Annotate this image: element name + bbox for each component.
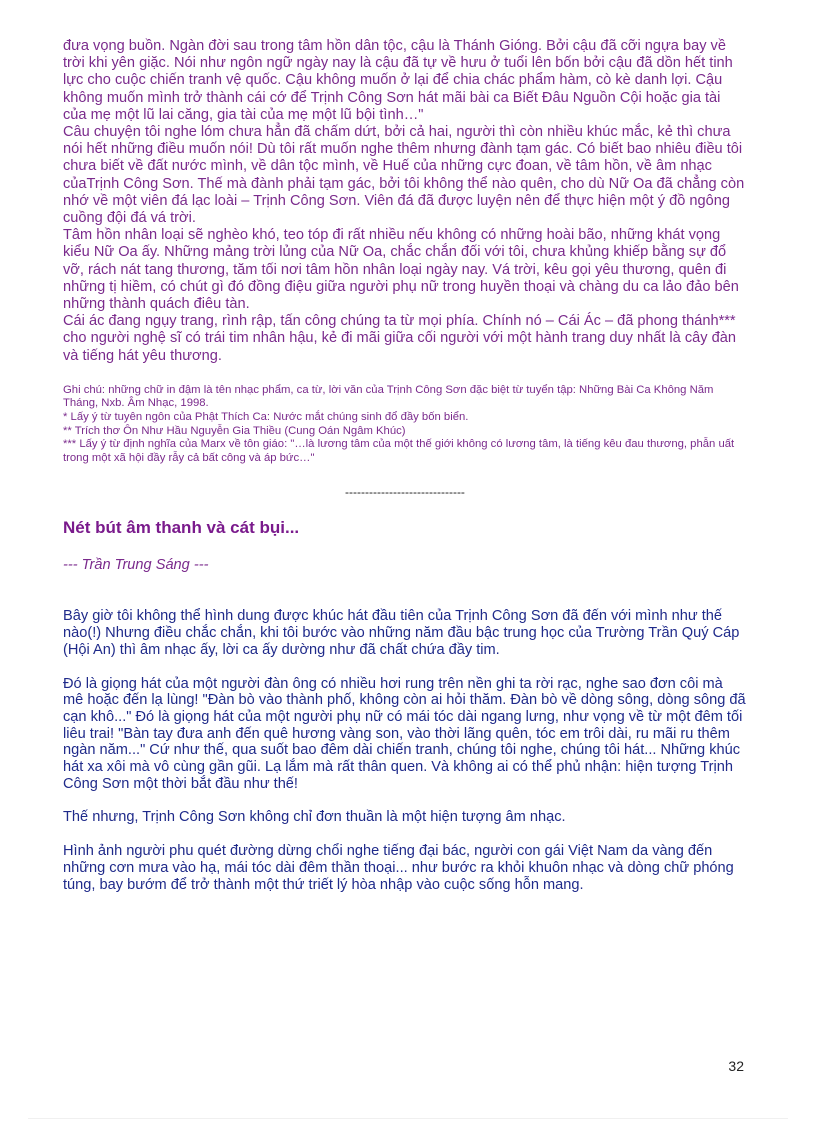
article-title: Nét bút âm thanh và cát bụi...	[63, 518, 300, 538]
continued-section	[63, 38, 747, 365]
footer-divider	[28, 1118, 788, 1119]
paragraph: Đó là giọng hát của một người đàn ông có nhiều hơi rung trên nền ghi ta rời rạc, nghe sao đơn côi mà mê hoặc đến lạ lùng! "Đàn bò vào thành phố, không còn ai hỏi thăm. Đàn bò về dòng sông, dòng sông đã cạn khô..." Đó là giọng hát của một người phụ nữ có mái tóc dài ngang lưng, như vọng về từ một đêm tối liêu trai! "Bàn tay đưa anh đến quê hương vàng son, vào thời lãng quên, tóc em trôi dài, ru mãi ru thêm ngàn năm..." Cứ như thế, qua suốt bao đêm dài chiến tranh, chúng tôi nghe, chúng tôi hát... Những khúc hát xa xôi mà vô cùng gần gũi. Lạ lắm mà rất thân quen. Và không ai có thể phủ nhận: hiện tượng Trịnh Công Sơn một thời bắt đầu như thế!	[63, 675, 746, 792]
paragraph: Thế nhưng, Trịnh Công Sơn không chỉ đơn thuần là một hiện tượng âm nhạc.	[63, 809, 566, 826]
paragraph: Tâm hồn nhân loại sẽ nghèo khó, teo tóp đi rất nhiều nếu không có những hoài bão, những khát vọng kiểu Nữ Oa ấy. Những mảng trời lủng của Nữ Oa, chắc chắn đối với tôi, chưa khủng khiếp bằng sự đổ vỡ, rách nát tang thương, tăm tối nơi tâm hồn nhân loại ngày nay. Vá trời, kêu gọi yêu thương, quên đi những tị hiềm, có chút gì đó đồng điệu giữa người phụ nữ trong huyền thoại và chàng du ca lảo đảo bên những thành quách điêu tàn.	[63, 227, 739, 313]
section-divider: ------------------------------	[345, 485, 465, 500]
paragraph: Bây giờ tôi không thể hình dung được khúc hát đầu tiên của Trịnh Công Sơn đã đến với mình như thế nào(!) Nhưng điều chắc chắn, khi tôi bước vào những năm đầu bậc trung học của Trường Trần Quý Cáp (Hội An) thì âm nhạc ấy, lời ca ấy dường như đã chất chứa đầy tim.	[63, 608, 740, 658]
article-author: --- Trần Trung Sáng ---	[63, 557, 209, 574]
footnote: Ghi chú: những chữ in đậm là tên nhạc phẩm, ca từ, lời văn của Trịnh Công Sơn đặc biệt từ tuyển tập: Những Bài Ca Không Năm Tháng, Nxb. Âm Nhạc, 1998.	[63, 383, 714, 410]
paragraph: Câu chuyện tôi nghe lóm chưa hẳn đã chấm dứt, bởi cả hai, người thì còn nhiều khúc mắc, kẻ thì chưa nói hết những điều muốn nói! Dù tôi rất muốn nghe thêm nhưng đành tạm gác. Có biết bao nhiêu điều tôi chưa biết về đất nước mình, về dân tộc mình, về Huế của những cực đoan, về tâm hồn, về âm nhạc củaTrịnh Công Sơn. Thế mà đành phải tạm gác, bởi tôi không thể nào quên, cho dù Nữ Oa đã chẳng còn nhớ về một viên đá lạc loài – Trịnh Công Sơn. Viên đá đã được luyện nên để thực hiện một ý đồ ngông cuồng đội đá vá trời.	[63, 124, 745, 227]
article	[63, 518, 747, 893]
footnote: * Lấy ý từ tuyên ngôn của Phật Thích Ca: Nước mắt chúng sinh đổ đầy bốn biển.	[63, 411, 469, 424]
footnote: *** Lấy ý từ định nghĩa của Marx về tôn giáo: "…là lương tâm của một thế giới không có lương tâm, là tiếng kêu đau thương, phẫn uất trong một xã hội đầy rẫy cả bất công và áp bức…"	[63, 438, 735, 464]
document-page	[63, 38, 747, 893]
paragraph: Hình ảnh người phu quét đường dừng chổi nghe tiếng đại bác, người con gái Việt Nam da vàng đến những cơn mưa vào hạ, mái tóc dài đêm thần thoại... như bước ra khỏi khuôn nhạc và dòng chữ phóng túng, bay bướm để trở thành một thứ triết lý hòa nhập vào cuộc sống hỗn mang.	[63, 843, 734, 893]
paragraph: đưa vọng buồn. Ngàn đời sau trong tâm hồn dân tộc, cậu là Thánh Gióng. Bởi cậu đã cỡi ngựa bay về trời khi yên giặc. Nói như ngôn ngữ ngày nay là cậu đã tự về hưu ở tuổi lên bốn bởi cậu đã dồn hết tinh lực cho cuộc chiến tranh vệ quốc. Cậu không muốn ở lại để chia chác phẩm hàm, cò kè danh lợi. Cậu không muốn mình trở thành cái cớ để Trịnh Công Sơn hát mãi bài ca Biết Đâu Nguồn Cội hoặc gia tài của mẹ một lũ lai căng, gia tài của mẹ một lũ bội tình…"	[63, 38, 733, 123]
footnote: ** Trích thơ Ôn Như Hầu Nguyễn Gia Thiều (Cung Oán Ngâm Khúc)	[63, 424, 406, 437]
paragraph: Cái ác đang ngụy trang, rình rập, tấn công chúng ta từ mọi phía. Chính nó – Cái Ác – đã phong thánh*** cho người nghệ sĩ có trái tim nhân hậu, kẻ đi mãi giữa cối người với một hành trang duy nhất là cây đàn và tiếng hát yêu thương.	[63, 313, 736, 364]
page-number: 32	[728, 1058, 744, 1074]
footnotes	[63, 384, 747, 466]
